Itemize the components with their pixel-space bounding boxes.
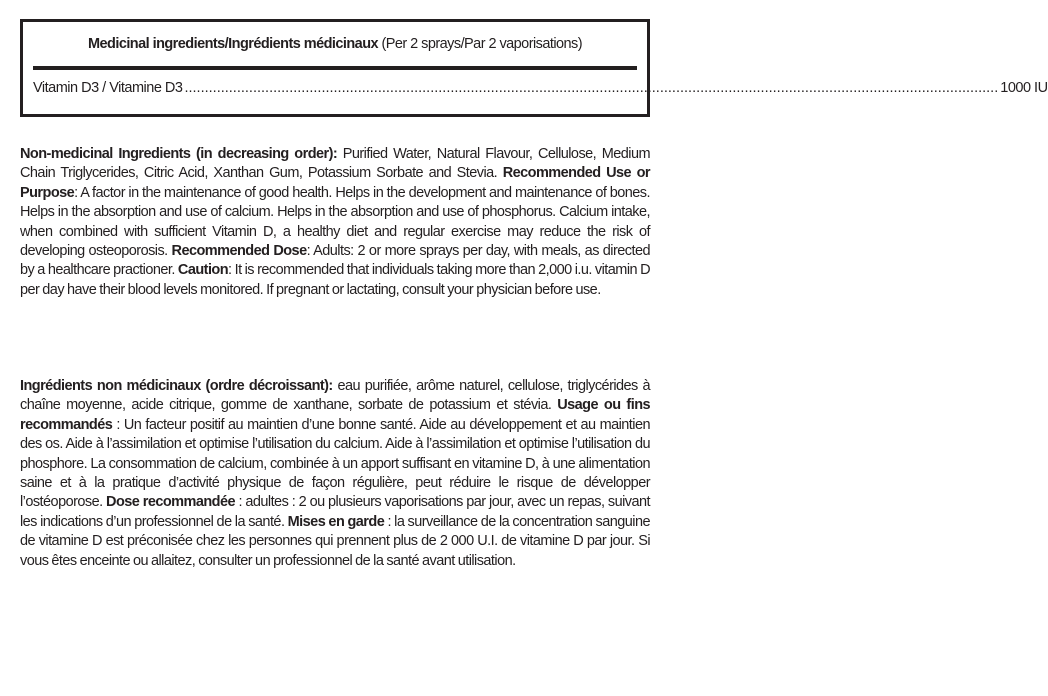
french-label-text <box>20 377 650 571</box>
fr-caution-heading: Mises en garde <box>287 513 385 530</box>
ingredient-amount: 1000 IU <box>1000 80 1048 96</box>
english-label-text <box>20 145 650 300</box>
medicinal-ingredients-heading <box>23 36 647 52</box>
heading-divider <box>33 66 637 70</box>
en-non-medicinal-text: Purified Water, Natural Flavour, Cellulose, Medium Chain Triglycerides, Citric Acid, Xanthan Gum, Potassium Sorbate and Stevia. <box>20 146 650 182</box>
en-dose-text: : Adults: 2 or more sprays per day, with meals, as directed by a healthcare practioner. <box>20 243 650 279</box>
ingredient-row <box>33 80 1048 96</box>
fr-caution-text: : la surveillance de la concentration sanguine de vitamine D est préconisée chez les personnes qui prennent plus de 2 000 U.I. de vitamine D par jour. Si vous êtes enceinte ou allaitez, consulter un professionnel de la santé avant utilisation. <box>20 513 650 569</box>
ingredient-name: Vitamin D3 / Vitamine D3 <box>33 80 183 96</box>
en-use-text: : A factor in the maintenance of good health. Helps in the development and maintenance of bones. Helps in the absorption and use of calcium. Helps in the absorption and use of phosphorus. Calcium intake, when combined with sufficient Vitamin D, a healthy diet and regular exercise may reduce the risk of developing osteoporosis. <box>20 184 650 260</box>
en-non-medicinal-heading: Non-medicinal Ingredients (in decreasing order): <box>20 146 338 162</box>
fr-non-medicinal-heading: Ingrédients non médicinaux (ordre décroissant): <box>20 378 333 394</box>
fr-use-heading: Usage ou fins recommandés <box>20 397 651 433</box>
fr-use-text: : Un facteur positif au maintien d’une bonne santé. Aide au développement et au maintien des os. Aide à l’assimilation et optimise l’utilisation du calcium. Aide à l’assimilation et optimise l’utilisation du phosphore. La consommation de calcium, combinée à un apport suffisant en vitamine D, à une alimentation saine et à la pratique d’activité physique de façon régulière, peut réduire le risque de développer l’ostéoporose. <box>20 416 650 511</box>
en-caution-text: : It is recommended that individuals taking more than 2,000 i.u. vitamin D per day have their blood levels monitored. If pregnant or lactating, consult your physician before use. <box>20 262 650 298</box>
medicinal-ingredients-title-bold: Medicinal ingredients/Ingrédients médicinaux <box>87 36 379 52</box>
fr-dose-heading: Dose recommandée <box>106 494 235 511</box>
dot-leader: .......................................................................................................................................................................................................... <box>184 80 999 96</box>
en-dose-heading: Recommended Dose <box>171 243 307 260</box>
fr-non-medicinal-text: eau purifiée, arôme naturel, cellulose, triglycérides à chaîne moyenne, acide citrique, gomme de xanthane, sorbate de potassium et stévia. <box>20 378 650 414</box>
fr-dose-text: : adultes : 2 ou plusieurs vaporisations par jour, avec un repas, suivant les indications d’un professionnel de la santé. <box>20 494 650 530</box>
medicinal-ingredients-title-serving: (Per 2 sprays/Par 2 vaporisations) <box>378 36 583 52</box>
en-use-heading: Recommended Use or Purpose <box>20 165 650 201</box>
medicinal-ingredients-box <box>20 19 1048 117</box>
en-caution-heading: Caution <box>177 262 229 279</box>
